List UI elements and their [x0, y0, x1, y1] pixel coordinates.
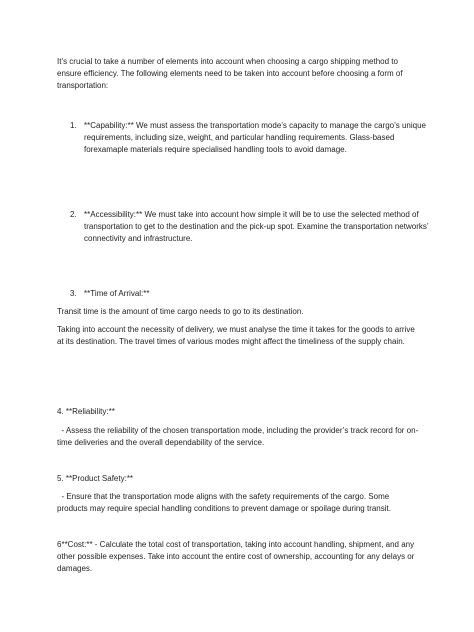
- safety-text: - Ensure that the transportation mode aligns with the safety requirements of the cargo. Some products may require special handling conditions to prevent damage or spoilage during transit.: [57, 492, 391, 513]
- reliability-text: - Assess the reliability of the chosen transportation mode, including the provider’s track record for on-time deliveries and the overall dependability of the service.: [57, 426, 419, 447]
- intro-paragraph: It’s crucial to take a number of elements into account when choosing a cargo shipping method to ensure efficiency. The following elements need to be taken into account before choosing a form of transportation:: [57, 57, 403, 90]
- safety-heading: 5. **Product Safety:**: [57, 474, 134, 483]
- reliability-heading: 4. **Reliability:**: [57, 407, 115, 416]
- reliability-paragraph: [57, 425, 419, 449]
- list-text: **Accessibility:** We must take into account how simple it will be to use the selected method of transportation to get to the destination and the pick-up spot. Examine the transportation networks’ connectivity and infrastructure.: [84, 210, 429, 243]
- list-number: 3.: [70, 289, 77, 298]
- arrival-paragraph-2: Taking into account the necessity of delivery, we must analyse the time it takes for the goods to arrive at its destination. The travel times of various modes might affect the timeliness of the supply chain.: [57, 325, 415, 346]
- list-number: 2.: [70, 210, 77, 219]
- list-text: **Capability:** We must assess the transportation mode’s capacity to manage the cargo’s unique requirements, including size, weight, and particular handling requirements. Glass-based forexamaple materials require specialised handling tools to avoid damage.: [84, 121, 426, 154]
- list-number: 1.: [70, 121, 77, 130]
- arrival-paragraph-1: Transit time is the amount of time cargo needs to go to its destination.: [57, 307, 304, 316]
- cost-paragraph: 6**Cost:** - Calculate the total cost of transportation, taking into account handling, shipment, and any other possible expenses. Take into account the entire cost of ownership, accounting for any delays or damages.: [57, 540, 415, 573]
- list-text: **Time of Arrival:**: [84, 289, 150, 298]
- safety-paragraph: [57, 491, 419, 515]
